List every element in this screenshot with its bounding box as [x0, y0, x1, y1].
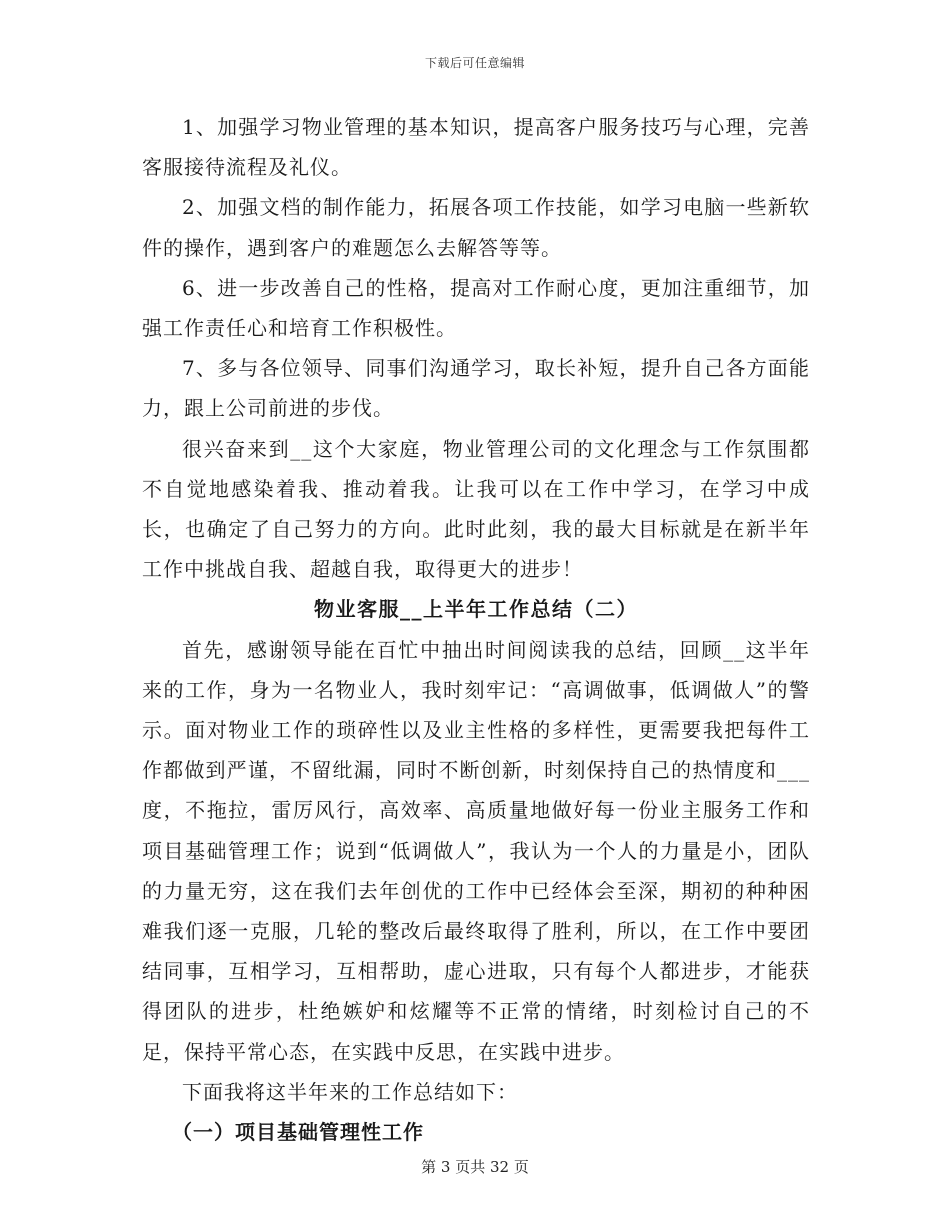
body-paragraph: 很兴奋来到__这个大家庭，物业管理公司的文化理念与工作氛围都不自觉地感染着我、推动着我。让我可以在工作中学习，在学习中成长，也确定了自己努力的方向。此时此刻，我的最大目标就是在新半年工作中挑战自我、超越自我，取得更大的进步！	[142, 436, 810, 582]
body-paragraph: 7、多与各位领导、同事们沟通学习，取长补短，提升自己各方面能力，跟上公司前进的步伐。	[142, 356, 810, 421]
page-header: 下载后可任意编辑	[424, 56, 525, 70]
body-paragraph: 6、进一步改善自己的性格，提高对工作耐心度，更加注重细节，加强工作责任心和培育工作积极性。	[142, 275, 810, 341]
body-paragraph: 1、加强学习物业管理的基本知识，提高客户服务技巧与心理，完善客服接待流程及礼仪。	[142, 115, 810, 180]
body-paragraph: 下面我将这半年来的工作总结如下：	[182, 1079, 518, 1104]
section-title: 物业客服__上半年工作总结（二）	[314, 597, 638, 622]
body-paragraph: 首先，感谢领导能在百忙中抽出时间阅读我的总结，回顾__这半年来的工作，身为一名物业人，我时刻牢记：“高调做事，低调做人”的警示。面对物业工作的琐碎性以及业主性格的多样性，更需要我把每件工作都做到严谨，不留纰漏，同时不断创新，时刻保持自己的热情度和___度，不拖拉，雷厉风行，高效率、高质量地做好每一份业主服务工作和项目基础管理工作；说到“低调做人”，我认为一个人的力量是小，团队的力量无穷，这在我们去年创优的工作中已经体会至深，期初的种种困难我们逐一克服，几轮的整改后最终取得了胜利，所以，在工作中要团结同事，互相学习，互相帮助，虚心进取，只有每个人都进步，才能获得团队的进步，杜绝嫉妒和炫耀等不正常的情绪，时刻检讨自己的不足，保持平常心态，在实践中反思，在实践中进步。	[142, 637, 810, 1064]
page-number: 第 3 页共 32 页	[421, 1158, 529, 1176]
body-paragraph: 2、加强文档的制作能力，拓展各项工作技能，如学习电脑一些新软件的操作，遇到客户的难题怎么去解答等等。	[142, 195, 810, 260]
subsection-title: （一）项目基础管理性工作	[172, 1120, 424, 1145]
document-body	[142, 107, 810, 1152]
